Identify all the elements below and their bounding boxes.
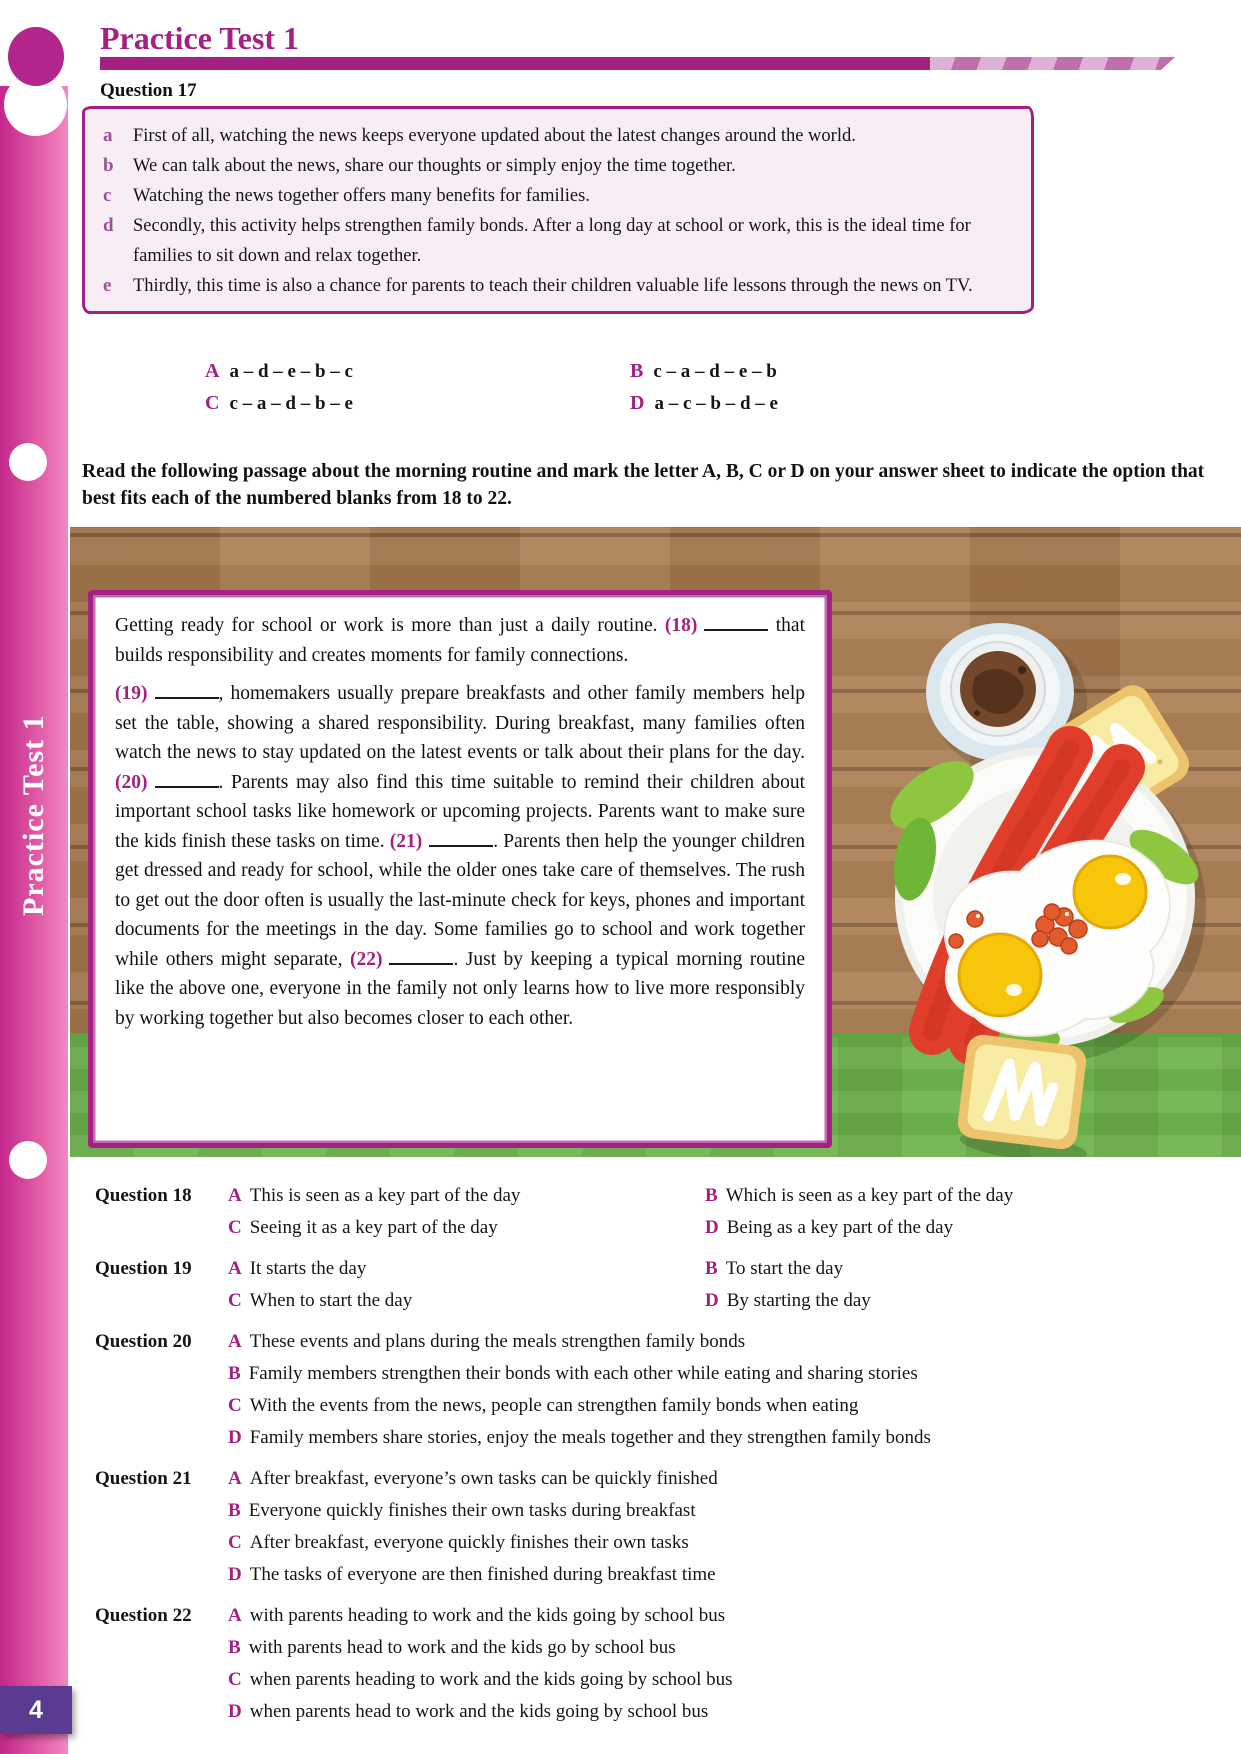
question-label: Question 22 xyxy=(95,1605,192,1626)
blank-line xyxy=(155,771,219,788)
option-letter: B xyxy=(228,1363,241,1384)
answer-option xyxy=(228,1495,1215,1527)
blank-number: (18) xyxy=(664,615,698,636)
question-label: Question 21 xyxy=(95,1468,192,1489)
blank-line xyxy=(155,682,219,699)
option-letter: C xyxy=(228,1217,242,1238)
answer-option xyxy=(705,1180,1215,1212)
passage-paragraph xyxy=(115,611,805,670)
answer-option xyxy=(228,1696,1215,1728)
answer-option xyxy=(228,1600,1215,1632)
option-text: Being as a key part of the day xyxy=(726,1217,954,1238)
question-17-label: Question 17 xyxy=(100,80,197,101)
answer-option xyxy=(228,1326,1215,1358)
toast-icon xyxy=(954,1033,1100,1157)
answer-option xyxy=(228,1463,1215,1495)
answer-option xyxy=(205,360,630,383)
option-text: when parents head to work and the kids going by school bus xyxy=(249,1701,709,1722)
item-text: Thirdly, this time is also a chance for parents to teach their children valuable life lessons through the news on TV. xyxy=(133,276,973,296)
breakfast-plate-icon xyxy=(879,747,1207,1062)
blank-number: (22) xyxy=(349,948,383,970)
answer-option xyxy=(228,1664,1215,1696)
blank-line xyxy=(389,948,453,965)
sidebar-vertical-title: Practice Test 1 xyxy=(17,714,50,916)
item-text: Watching the news together offers many benefits for families. xyxy=(133,186,590,206)
answer-option xyxy=(228,1422,1215,1454)
option-letter: D xyxy=(228,1701,242,1722)
sidebar xyxy=(0,0,68,1754)
item-letter: a xyxy=(103,125,113,146)
question-17-box xyxy=(82,106,1034,314)
answer-option xyxy=(630,392,1035,415)
item-letter: c xyxy=(103,185,112,206)
option-letter: B xyxy=(630,360,644,382)
question-row xyxy=(95,1180,1215,1244)
option-letter: C xyxy=(228,1669,242,1690)
answer-option xyxy=(228,1390,1215,1422)
answer-option xyxy=(705,1285,1215,1317)
option-text: when parents heading to work and the kids going by school bus xyxy=(249,1669,733,1690)
option-text: By starting the day xyxy=(726,1290,871,1311)
option-text: After breakfast, everyone quickly finishes their own tasks xyxy=(249,1532,689,1553)
page-number: 4 xyxy=(0,1686,72,1734)
option-text: Which is seen as a key part of the day xyxy=(725,1185,1014,1206)
item-text: Secondly, this activity helps strengthen family bonds. After a long day at school or work, this is the ideal time for families to sit down and relax together. xyxy=(133,216,971,266)
question-options xyxy=(228,1326,1215,1454)
option-letter: B xyxy=(228,1500,241,1521)
passage-paragraph xyxy=(115,679,805,1033)
answer-option xyxy=(205,392,630,415)
question-label: Question 18 xyxy=(95,1185,192,1206)
q17-item xyxy=(97,271,1015,301)
option-text: This is seen as a key part of the day xyxy=(249,1185,521,1206)
passage-illustration-block xyxy=(70,527,1241,1157)
option-letter: A xyxy=(228,1468,242,1489)
option-letter: D xyxy=(228,1427,242,1448)
passage-text: . Parents then help the younger children get dressed and ready for school, while the older ones take care of themselves. The rush to get out the door often is usually the last-minute check for keys, phones and important documents for the meetings in the day. Some families go to school and work together while others might separate, xyxy=(115,830,805,970)
passage-text: Getting ready for school or work is more than just a daily routine. xyxy=(115,615,665,636)
blank-line xyxy=(429,830,493,847)
question-options xyxy=(228,1600,1215,1728)
option-letter: B xyxy=(705,1258,718,1279)
answer-option xyxy=(228,1559,1215,1591)
option-letter: B xyxy=(228,1637,241,1658)
page-title: Practice Test 1 xyxy=(100,20,300,56)
answer-option xyxy=(705,1253,1215,1285)
option-text: When to start the day xyxy=(249,1290,413,1311)
blank-number: (21) xyxy=(389,830,423,852)
option-text: a – c – b – d – e xyxy=(654,393,778,414)
answer-option xyxy=(228,1253,705,1285)
answer-option xyxy=(705,1212,1215,1244)
q17-item xyxy=(97,211,1015,271)
answer-option xyxy=(228,1285,705,1317)
question-options xyxy=(228,1253,1215,1317)
option-letter: D xyxy=(705,1217,719,1238)
q17-item xyxy=(97,121,1015,151)
q17-item xyxy=(97,181,1015,211)
question-row xyxy=(95,1253,1215,1317)
option-letter: B xyxy=(705,1185,718,1206)
option-text: c – a – d – b – e xyxy=(229,393,353,414)
title-underline-stripes xyxy=(930,57,1175,70)
option-letter: C xyxy=(205,392,220,414)
option-letter: A xyxy=(228,1258,242,1279)
question-options xyxy=(228,1463,1215,1591)
answer-option xyxy=(228,1180,705,1212)
option-letter: C xyxy=(228,1395,242,1416)
option-text: c – a – d – e – b xyxy=(653,361,777,382)
passage-text: that builds responsibility and creates moments for family connections. xyxy=(115,615,805,666)
passage-box xyxy=(88,590,832,1148)
question-17-options xyxy=(205,360,1035,415)
answer-option xyxy=(228,1358,1215,1390)
answer-option xyxy=(228,1527,1215,1559)
question-row xyxy=(95,1600,1215,1728)
option-text: These events and plans during the meals strengthen family bonds xyxy=(249,1331,746,1352)
answer-option xyxy=(228,1212,705,1244)
option-letter: C xyxy=(228,1532,242,1553)
option-letter: A xyxy=(228,1331,242,1352)
blank-number: (19) xyxy=(115,683,148,704)
option-letter: D xyxy=(705,1290,719,1311)
blank-line xyxy=(704,614,768,631)
option-text: It starts the day xyxy=(249,1258,367,1279)
question-row xyxy=(95,1326,1215,1454)
question-row xyxy=(95,1463,1215,1591)
item-letter: e xyxy=(103,275,112,296)
option-letter: C xyxy=(228,1290,242,1311)
title-underline xyxy=(100,57,1175,70)
answer-option xyxy=(630,360,1035,383)
option-letter: A xyxy=(205,360,220,382)
questions-section xyxy=(95,1180,1215,1737)
item-letter: d xyxy=(103,215,114,236)
option-text: With the events from the news, people can strengthen family bonds when eating xyxy=(249,1395,859,1416)
item-text: First of all, watching the news keeps everyone updated about the latest changes around the world. xyxy=(133,126,856,146)
option-text: with parents heading to work and the kids going by school bus xyxy=(249,1605,726,1626)
passage-text: . Parents may also find this time suitable to remind their children about important school tasks like homework or upcoming projects. Parents want to make sure the kids finish these tasks on time. xyxy=(115,771,805,852)
option-text: Family members share stories, enjoy the meals together and they strengthen family bonds xyxy=(249,1427,931,1448)
question-label: Question 20 xyxy=(95,1331,192,1352)
answer-option xyxy=(228,1632,1215,1664)
option-text: a – d – e – b – c xyxy=(229,361,353,382)
passage-text: . Just by keeping a typical morning routine like the above one, everyone in the family not only learns how to live more responsibly by working together but also becomes closer to each other. xyxy=(115,948,805,1029)
option-text: with parents head to work and the kids go by school bus xyxy=(248,1637,676,1658)
sidebar-circle-mid-icon xyxy=(9,443,47,481)
option-text: Everyone quickly finishes their own tasks during breakfast xyxy=(248,1500,696,1521)
option-letter: D xyxy=(630,392,645,414)
option-text: The tasks of everyone are then finished during breakfast time xyxy=(249,1564,716,1585)
sidebar-circle-top-icon xyxy=(8,27,64,86)
option-text: Seeing it as a key part of the day xyxy=(249,1217,498,1238)
title-underline-solid xyxy=(100,57,930,70)
option-text: To start the day xyxy=(725,1258,844,1279)
question-options xyxy=(228,1180,1215,1244)
option-text: Family members strengthen their bonds with each other while eating and sharing stories xyxy=(248,1363,918,1384)
option-text: After breakfast, everyone’s own tasks can be quickly finished xyxy=(249,1468,718,1489)
blank-number: (20) xyxy=(115,771,148,793)
question-label: Question 19 xyxy=(95,1258,192,1279)
sidebar-circle-lower-icon xyxy=(9,1141,47,1179)
option-letter: D xyxy=(228,1564,242,1585)
q17-item xyxy=(97,151,1015,181)
instruction-text: Read the following passage about the morning routine and mark the letter A, B, C or D on your answer sheet to indicate the option that best fits each of the numbered blanks from 18 to 22. xyxy=(82,461,1205,509)
passage-text: , homemakers usually prepare breakfasts and other family members help set the table, showing a shared responsibility. During breakfast, many families often watch the news to stay updated on the latest events or talk about their plans for the day. xyxy=(115,683,805,763)
item-letter: b xyxy=(103,155,114,176)
option-letter: A xyxy=(228,1605,242,1626)
item-text: We can talk about the news, share our thoughts or simply enjoy the time together. xyxy=(133,156,736,176)
option-letter: A xyxy=(228,1185,242,1206)
